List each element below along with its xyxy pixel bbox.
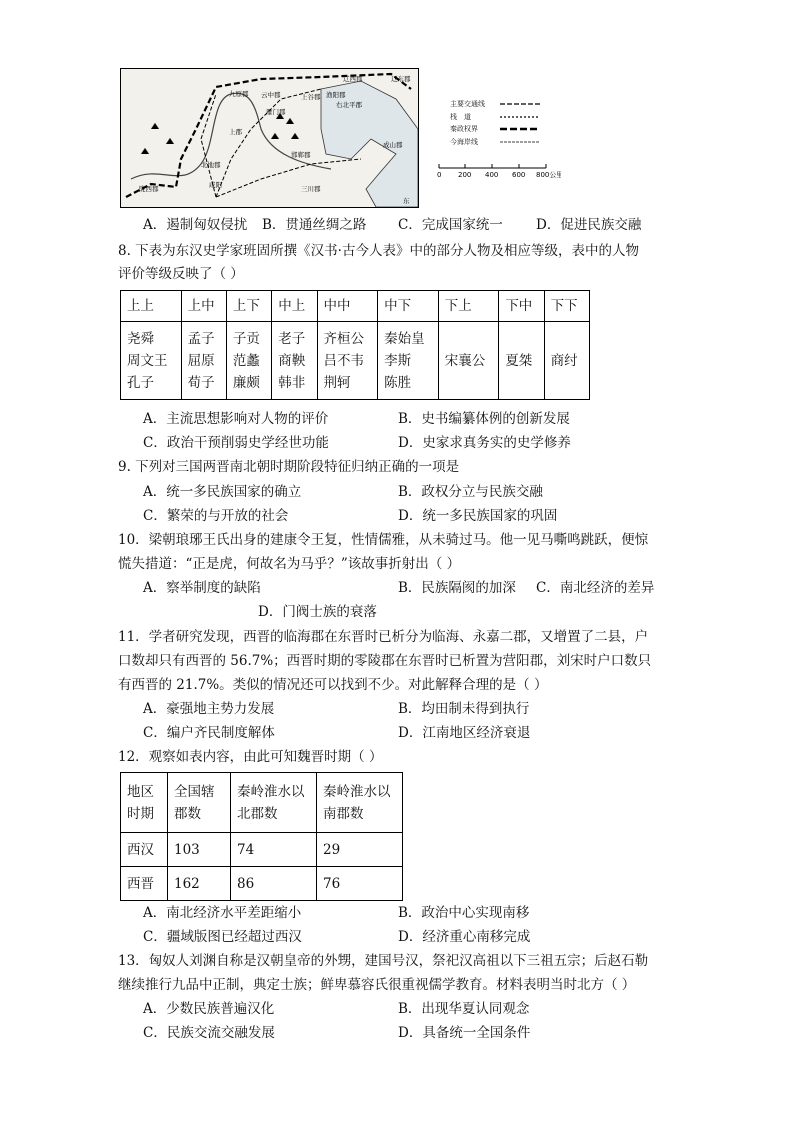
q11-option-b: B．均田制未得到执行 bbox=[398, 701, 530, 717]
q8-option-b: B．史书编纂体例的创新发展 bbox=[398, 411, 570, 427]
q11-option-a: A．豪强地主势力发展 bbox=[143, 701, 275, 717]
table-header-cell: 中上 bbox=[272, 291, 317, 322]
q12-stem: 12．观察如表内容，由此可知魏晋时期（ ） bbox=[118, 749, 383, 765]
q9-option-b: B．政权分立与民族交融 bbox=[398, 484, 543, 500]
q11-stem: 口数却只有西晋的 56.7%；西晋时期的零陵郡在东晋时已析置为营阳郡，刘宋时户口数只 bbox=[118, 653, 652, 669]
table-cell: 老子 商鞅 韩非 bbox=[272, 322, 317, 400]
table-cell: 29 bbox=[317, 833, 403, 867]
map-label: 辽东郡 bbox=[391, 75, 411, 83]
table-row bbox=[121, 322, 590, 400]
map-label: 三川郡 bbox=[301, 185, 321, 193]
q10-option-c: C．南北经济的差异 bbox=[536, 580, 655, 596]
map-scale-bar bbox=[436, 163, 561, 181]
table-header-cell: 下上 bbox=[438, 291, 499, 322]
map-label: 邯郸郡 bbox=[291, 151, 311, 159]
scale-tick: 200 bbox=[458, 171, 472, 179]
q10-stem: 慌失措道：“正是虎，何故名为马乎？”该故事折射出（ ） bbox=[118, 556, 461, 572]
map-drawing bbox=[121, 69, 418, 207]
table-cell: 齐桓公 吕不韦 荆轲 bbox=[317, 322, 378, 400]
map-label: 北地郡 bbox=[201, 161, 221, 169]
q12-table bbox=[120, 772, 403, 901]
table-header-cell: 上上 bbox=[121, 291, 182, 322]
table-cell: 西晋 bbox=[121, 867, 168, 901]
q8-stem: 评价等级反映了（ ） bbox=[118, 266, 244, 282]
q13-option-b: B．出现华夏认同观念 bbox=[398, 1001, 530, 1017]
map-label: 右北平郡 bbox=[336, 101, 362, 109]
map-label: 咸阳 bbox=[209, 181, 222, 189]
table-cell: 子贡 范蠡 廉颇 bbox=[226, 322, 271, 400]
table-cell: 孟子 屈原 荀子 bbox=[181, 322, 226, 400]
legend-label: 秦政权界 bbox=[450, 125, 478, 133]
table-header-row bbox=[121, 773, 403, 833]
scale-tick: 0 bbox=[437, 171, 442, 179]
table-header-cell: 地区 时期 bbox=[121, 773, 168, 833]
scale-tick: 400 bbox=[485, 171, 499, 179]
table-cell: 商纣 bbox=[544, 322, 589, 400]
table-header-cell: 全国辖 郡数 bbox=[168, 773, 231, 833]
map-legend bbox=[450, 98, 540, 148]
map-label: 陇西郡 bbox=[139, 185, 159, 193]
legend-label: 今海岸线 bbox=[450, 137, 478, 146]
q11-option-d: D．江南地区经济衰退 bbox=[398, 725, 531, 741]
q7-option-c: C．完成国家统一 bbox=[398, 217, 503, 233]
q9-option-c: C．繁荣的与开放的社会 bbox=[143, 508, 289, 524]
q7-option-d: D．促进民族交融 bbox=[536, 217, 642, 233]
q13-stem: 13．匈奴人刘渊自称是汉朝皇帝的外甥，建国号汉，祭祀汉高祖以下三祖五宗；后赵石勒 bbox=[118, 953, 649, 969]
table-header-cell: 下下 bbox=[544, 291, 589, 322]
table-cell: 夏桀 bbox=[499, 322, 544, 400]
q12-option-b: B．政治中心实现南移 bbox=[398, 905, 530, 921]
qin-map-figure bbox=[120, 68, 419, 208]
q7-option-a: A．遏制匈奴侵扰 bbox=[143, 217, 248, 233]
q9-option-d: D．统一多民族国家的巩固 bbox=[398, 508, 558, 524]
table-header-cell: 下中 bbox=[499, 291, 544, 322]
table-cell: 103 bbox=[168, 833, 231, 867]
legend-label: 栈 道 bbox=[450, 112, 471, 121]
map-label: 上郡 bbox=[229, 128, 242, 136]
scale-tick: 600 bbox=[512, 171, 526, 179]
map-label: 渔阳郡 bbox=[326, 91, 346, 99]
q13-option-a: A．少数民族普遍汉化 bbox=[143, 1001, 275, 1017]
q11-stem: 11．学者研究发现，西晋的临海郡在东晋时已析分为临海、永嘉二郡，又增置了二县，户 bbox=[118, 629, 649, 645]
q12-option-a: A．南北经济水平差距缩小 bbox=[143, 905, 302, 921]
q10-option-a: A．察举制度的缺陷 bbox=[143, 580, 261, 596]
table-header-cell: 中下 bbox=[378, 291, 439, 322]
q8-table bbox=[120, 290, 590, 400]
table-cell: 尧舜 周文王 孔子 bbox=[121, 322, 182, 400]
table-row bbox=[121, 833, 403, 867]
q8-option-d: D．史家求真务实的史学修养 bbox=[398, 435, 571, 451]
q13-option-c: C．民族交流交融发展 bbox=[143, 1025, 275, 1041]
table-header-cell: 上中 bbox=[181, 291, 226, 322]
table-cell: 74 bbox=[231, 833, 317, 867]
table-cell: 西汉 bbox=[121, 833, 168, 867]
scale-tick: 800公里 bbox=[536, 171, 561, 179]
table-header-cell: 上下 bbox=[226, 291, 271, 322]
legend-label: 主要交通线 bbox=[450, 100, 485, 108]
map-label: 上谷郡 bbox=[301, 93, 321, 101]
q12-option-c: C．疆域版图已经超过西汉 bbox=[143, 929, 302, 945]
table-cell: 秦始皇 李斯 陈胜 bbox=[378, 322, 439, 400]
table-header-row bbox=[121, 291, 590, 322]
q11-option-c: C．编户齐民制度解体 bbox=[143, 725, 275, 741]
map-label: 云中郡 bbox=[261, 91, 281, 99]
q8-option-a: A．主流思想影响对人物的评价 bbox=[143, 411, 329, 427]
q13-option-d: D．具备统一全国条件 bbox=[398, 1025, 531, 1041]
table-cell: 76 bbox=[317, 867, 403, 901]
map-label: 辽西郡 bbox=[343, 75, 363, 83]
q8-stem: 8. 下表为东汉史学家班固所撰《汉书·古今人表》中的部分人物及相应等级，表中的人物 bbox=[118, 243, 639, 259]
q12-option-d: D．经济重心南移完成 bbox=[398, 929, 531, 945]
q10-option-b: B．民族隔阂的加深 bbox=[398, 580, 516, 596]
table-header-cell: 秦岭淮水以 北郡数 bbox=[231, 773, 317, 833]
map-label: 东 bbox=[403, 197, 410, 205]
table-cell: 86 bbox=[231, 867, 317, 901]
q8-option-c: C．政治干预削弱史学经世功能 bbox=[143, 435, 329, 451]
q9-stem: 9. 下列对三国两晋南北朝时期阶段特征归纳正确的一项是 bbox=[118, 459, 460, 475]
table-cell: 162 bbox=[168, 867, 231, 901]
q10-option-d: D．门阀士族的衰落 bbox=[258, 604, 377, 620]
table-header-cell: 中中 bbox=[317, 291, 378, 322]
q13-stem: 继续推行九品中正制，典定士族；鲜卑慕容氏很重视儒学教育。材料表明当时北方（ ） bbox=[118, 977, 636, 993]
table-header-cell: 秦岭淮水以 南郡数 bbox=[317, 773, 403, 833]
table-cell: 宋襄公 bbox=[438, 322, 499, 400]
map-label: 九原郡 bbox=[229, 90, 249, 98]
q7-option-b: B．贯通丝绸之路 bbox=[262, 217, 367, 233]
q11-stem: 有西晋的 21.7%。类似的情况还可以找到不少。对此解释合理的是（ ） bbox=[118, 677, 548, 693]
table-row bbox=[121, 867, 403, 901]
map-label: 雁门郡 bbox=[266, 108, 286, 116]
q10-stem: 10．梁朝琅琊王氏出身的建康令王复，性情儒雅，从未骑过马。他一见马嘶鸣跳跃，便惊 bbox=[118, 532, 649, 548]
q9-option-a: A．统一多民族国家的确立 bbox=[143, 484, 302, 500]
map-label: 成山郡 bbox=[383, 141, 403, 149]
